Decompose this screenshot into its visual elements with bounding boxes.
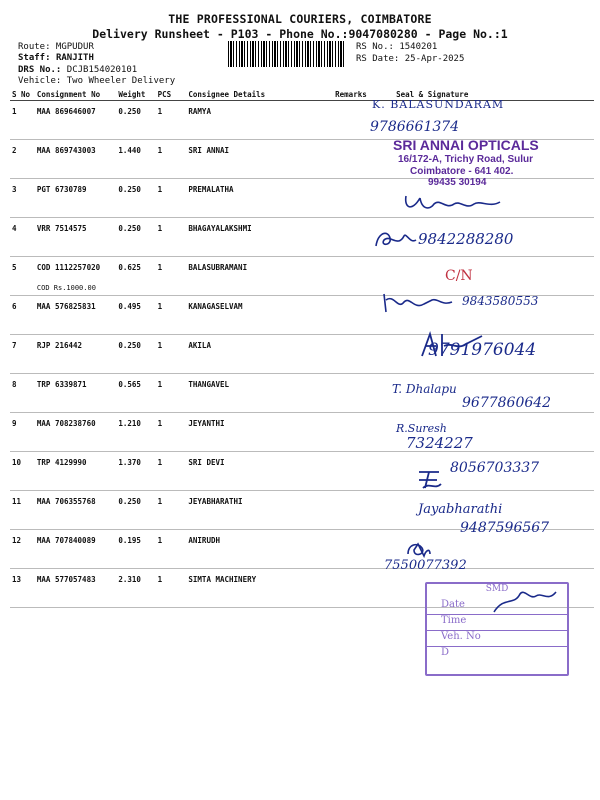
stamp-address2: Coimbatore - 641 402. bbox=[410, 166, 514, 177]
stamp-address1: 16/172-A, Trichy Road, Sulur bbox=[398, 154, 534, 165]
handwriting-r7-phone: 9791976044 bbox=[428, 340, 537, 360]
cell-pcs bbox=[156, 374, 187, 413]
cell-weight bbox=[116, 218, 155, 257]
cell-remarks bbox=[333, 530, 380, 569]
cell-weight bbox=[116, 335, 155, 374]
cell-pcs bbox=[156, 335, 187, 374]
cell-remarks bbox=[333, 179, 380, 218]
cell-sno bbox=[10, 257, 35, 296]
cell-sno-text: 1 bbox=[12, 107, 17, 116]
cell-remarks bbox=[333, 491, 380, 530]
cell-sno bbox=[10, 413, 35, 452]
cell-consignee-text: SIMTA MACHINERY bbox=[188, 575, 257, 584]
rs-number: RS No.: 1540201 bbox=[356, 42, 438, 52]
cell-weight bbox=[116, 569, 155, 608]
cell-consignee bbox=[186, 335, 333, 374]
runsheet-subtitle: Delivery Runsheet - P103 - Phone No.:9047080280 - Page No.:1 bbox=[92, 27, 508, 41]
cell-pcs-text: 1 bbox=[157, 302, 163, 311]
handwriting-r12-phone: 7550077392 bbox=[384, 558, 467, 573]
stamp-phone: 99435 30194 bbox=[428, 177, 487, 188]
drs-line bbox=[18, 65, 137, 75]
cell-consignee bbox=[186, 101, 333, 140]
cell-weight-text: 0.495 bbox=[118, 302, 141, 311]
cell-sno-text: 8 bbox=[12, 380, 17, 389]
cell-consignment-text: MAA 707840089 bbox=[36, 536, 96, 545]
cell-weight bbox=[116, 179, 155, 218]
col-sno: S No bbox=[10, 88, 35, 101]
cell-weight-text: 1.440 bbox=[118, 146, 141, 155]
cell-pcs-text: 1 bbox=[157, 341, 163, 350]
cell-sno bbox=[10, 179, 35, 218]
stamp-vehno-row: Veh. No bbox=[427, 631, 567, 647]
cell-sno bbox=[10, 335, 35, 374]
cell-weight bbox=[116, 374, 155, 413]
cell-pcs-text: 1 bbox=[157, 497, 163, 506]
col-consignee: Consignee Details bbox=[186, 88, 333, 101]
cell-weight-text: 0.250 bbox=[118, 497, 141, 506]
cell-consignee bbox=[186, 140, 333, 179]
rs-date: RS Date: 25-Apr-2025 bbox=[356, 54, 465, 64]
cell-remarks bbox=[333, 413, 380, 452]
col-weight: Weight bbox=[116, 88, 155, 101]
cell-pcs bbox=[156, 179, 187, 218]
cell-consignee bbox=[186, 257, 333, 296]
staff-value: RANJITH bbox=[55, 53, 94, 63]
cell-remarks bbox=[333, 140, 380, 179]
handwriting-r1-name: K. BALASUNDARAM bbox=[372, 98, 505, 111]
cell-pcs-text: 1 bbox=[157, 185, 163, 194]
cell-pcs-text: 1 bbox=[157, 107, 163, 116]
cell-sno-text: 9 bbox=[12, 419, 17, 428]
cell-pcs-text: 1 bbox=[157, 575, 163, 584]
cell-consignment bbox=[35, 491, 116, 530]
stamp-d-row: D bbox=[441, 647, 450, 658]
cell-sno bbox=[10, 491, 35, 530]
cell-weight bbox=[116, 491, 155, 530]
cell-consignment-text: MAA 706355768 bbox=[36, 497, 96, 506]
cell-sno bbox=[10, 296, 35, 335]
cell-pcs bbox=[156, 491, 187, 530]
handwriting-r5-mark: C/N bbox=[445, 268, 473, 284]
stamp-box-header: SMD bbox=[485, 584, 509, 594]
cell-consignee-text: PREMALATHA bbox=[188, 185, 234, 194]
handwriting-r11-name: Jayabharathi bbox=[418, 502, 503, 517]
col-signature: Seal & Signature bbox=[380, 88, 594, 101]
cell-consignment-text: PGT 6730789 bbox=[36, 185, 87, 194]
staff-line bbox=[18, 53, 94, 63]
cell-sno-text: 13 bbox=[12, 575, 22, 584]
cell-weight-text: 0.250 bbox=[118, 341, 141, 350]
cell-pcs bbox=[156, 218, 187, 257]
cell-remarks bbox=[333, 452, 380, 491]
cell-remarks bbox=[333, 569, 380, 608]
cell-pcs bbox=[156, 101, 187, 140]
cell-pcs bbox=[156, 569, 187, 608]
signature-r13 bbox=[490, 586, 560, 616]
signature-r12 bbox=[404, 540, 432, 560]
cell-sno bbox=[10, 452, 35, 491]
cell-sno-text: 11 bbox=[12, 497, 22, 506]
cell-consignee bbox=[186, 452, 333, 491]
cell-consignee-text: ANIRUDH bbox=[188, 536, 220, 545]
cell-weight-text: 1.370 bbox=[118, 458, 141, 467]
cell-weight-text: 0.250 bbox=[118, 185, 141, 194]
cell-weight-text: 2.310 bbox=[118, 575, 141, 584]
cell-sno bbox=[10, 530, 35, 569]
col-pcs: PCS bbox=[156, 88, 187, 101]
cell-consignment bbox=[35, 257, 116, 296]
cell-sno-text: 6 bbox=[12, 302, 17, 311]
table-header-row bbox=[10, 88, 594, 101]
cell-sno bbox=[10, 101, 35, 140]
cell-weight bbox=[116, 101, 155, 140]
cell-sno bbox=[10, 140, 35, 179]
cell-sno bbox=[10, 569, 35, 608]
cell-pcs bbox=[156, 452, 187, 491]
cell-consignee-text: BHAGAYALAKSHMI bbox=[188, 224, 252, 233]
signature-r10 bbox=[415, 466, 445, 492]
cell-consignment bbox=[35, 335, 116, 374]
cod-amount: COD Rs.1000.00 bbox=[36, 284, 96, 292]
cell-consignee-text: SRI DEVI bbox=[188, 458, 225, 467]
handwriting-r9-phone: 7324227 bbox=[406, 434, 473, 452]
handwriting-r1-phone: 9786661374 bbox=[370, 119, 460, 135]
cell-sno bbox=[10, 374, 35, 413]
cell-consignment bbox=[35, 218, 116, 257]
cell-sno-text: 7 bbox=[12, 341, 17, 350]
cell-consignment bbox=[35, 452, 116, 491]
cell-pcs-text: 1 bbox=[157, 419, 163, 428]
cell-consignee-text: BALASUBRAMANI bbox=[188, 263, 248, 272]
cell-consignment bbox=[35, 296, 116, 335]
stamp-time-row: Time bbox=[427, 615, 567, 631]
cell-remarks bbox=[333, 335, 380, 374]
cell-pcs-text: 1 bbox=[157, 458, 163, 467]
cell-consignee-text: SRI ANNAI bbox=[188, 146, 230, 155]
cell-pcs bbox=[156, 296, 187, 335]
cell-pcs-text: 1 bbox=[157, 224, 163, 233]
cell-consignee-text: JEYABHARATHI bbox=[188, 497, 243, 506]
cell-pcs-text: 1 bbox=[157, 263, 163, 272]
cell-sno bbox=[10, 218, 35, 257]
drs-label: DRS No.: bbox=[18, 65, 62, 75]
cell-weight-text: 0.250 bbox=[118, 107, 141, 116]
handwriting-r10-phone: 8056703337 bbox=[450, 460, 540, 476]
cell-consignment bbox=[35, 140, 116, 179]
stamp-name: SRI ANNAI OPTICALS bbox=[393, 137, 539, 153]
cell-consignment-text: MAA 869646007 bbox=[36, 107, 96, 116]
handwriting-r8-phone: 9677860642 bbox=[462, 395, 552, 411]
cell-consignment bbox=[35, 569, 116, 608]
cell-pcs-text: 1 bbox=[157, 536, 163, 545]
cell-consignee-text: JEYANTHI bbox=[188, 419, 225, 428]
cell-consignment-text: MAA 708238760 bbox=[36, 419, 96, 428]
cell-consignment bbox=[35, 374, 116, 413]
cell-consignee bbox=[186, 530, 333, 569]
cell-consignee bbox=[186, 374, 333, 413]
cell-weight bbox=[116, 296, 155, 335]
drs-value: DCJB154020101 bbox=[66, 65, 138, 75]
cell-weight-text: 1.210 bbox=[118, 419, 141, 428]
cell-consignment-text: VRR 7514575 bbox=[36, 224, 87, 233]
cell-consignee bbox=[186, 491, 333, 530]
cell-consignee bbox=[186, 413, 333, 452]
signature-r6 bbox=[380, 290, 460, 314]
cell-consignee-text: THANGAVEL bbox=[188, 380, 230, 389]
cell-consignment-text: TRP 4129990 bbox=[36, 458, 87, 467]
signature-r3 bbox=[400, 190, 510, 216]
cell-consignee-text: AKILA bbox=[188, 341, 211, 350]
cell-consignment bbox=[35, 413, 116, 452]
barcode bbox=[228, 41, 346, 67]
cell-remarks bbox=[333, 296, 380, 335]
cell-consignment-text: TRP 6339871 bbox=[36, 380, 87, 389]
cell-pcs bbox=[156, 257, 187, 296]
cell-weight-text: 0.625 bbox=[118, 263, 141, 272]
cell-pcs bbox=[156, 530, 187, 569]
cell-remarks bbox=[333, 257, 380, 296]
cell-consignee bbox=[186, 218, 333, 257]
cell-sno-text: 2 bbox=[12, 146, 17, 155]
col-remarks: Remarks bbox=[333, 88, 380, 101]
cell-consignment-text: MAA 869743003 bbox=[36, 146, 96, 155]
cell-consignment bbox=[35, 530, 116, 569]
col-consignment: Consignment No bbox=[35, 88, 116, 101]
handwriting-r8-name: T. Dhalapu bbox=[392, 382, 457, 396]
vehicle-text: Vehicle: Two Wheeler Delivery bbox=[18, 76, 176, 86]
cell-weight bbox=[116, 452, 155, 491]
staff-label: Staff: bbox=[18, 53, 51, 63]
cell-consignment bbox=[35, 179, 116, 218]
cell-pcs bbox=[156, 140, 187, 179]
handwriting-r4-phone: 9842288280 bbox=[418, 230, 514, 248]
cell-remarks bbox=[333, 374, 380, 413]
cell-sno-text: 5 bbox=[12, 263, 17, 272]
cell-consignment-text: MAA 576825831 bbox=[36, 302, 96, 311]
cell-weight-text: 0.195 bbox=[118, 536, 141, 545]
cell-weight bbox=[116, 413, 155, 452]
cell-weight-text: 0.565 bbox=[118, 380, 141, 389]
cell-sno-text: 10 bbox=[12, 458, 22, 467]
table-row bbox=[10, 257, 594, 296]
cell-pcs-text: 1 bbox=[157, 380, 163, 389]
cell-consignee bbox=[186, 179, 333, 218]
cell-consignment bbox=[35, 101, 116, 140]
handwriting-r11-phone: 9487596567 bbox=[460, 520, 550, 536]
cell-weight bbox=[116, 257, 155, 296]
cell-consignee bbox=[186, 296, 333, 335]
cell-sno-text: 12 bbox=[12, 536, 22, 545]
cell-consignment-text: RJP 216442 bbox=[36, 341, 83, 350]
cell-sno-text: 4 bbox=[12, 224, 17, 233]
cell-consignment-text: MAA 577057483 bbox=[36, 575, 96, 584]
cell-consignee-text: KANAGASELVAM bbox=[188, 302, 243, 311]
cell-weight-text: 0.250 bbox=[118, 224, 141, 233]
handwriting-r6-phone: 9843580553 bbox=[462, 294, 539, 308]
stamp-date-row: Date bbox=[427, 599, 567, 615]
cell-consignee bbox=[186, 569, 333, 608]
table-row bbox=[10, 101, 594, 140]
cell-pcs bbox=[156, 413, 187, 452]
cell-weight bbox=[116, 530, 155, 569]
route-text: Route: MGPUDUR bbox=[18, 42, 94, 52]
cell-sno-text: 3 bbox=[12, 185, 17, 194]
signature-r4 bbox=[372, 226, 422, 252]
company-title: THE PROFESSIONAL COURIERS, COIMBATORE bbox=[168, 12, 432, 26]
handwriting-r9-name: R.Suresh bbox=[396, 422, 447, 435]
cell-consignee-text: RAMYA bbox=[188, 107, 211, 116]
cell-pcs-text: 1 bbox=[157, 146, 163, 155]
cell-consignment-text: COD 1112257020 bbox=[36, 263, 101, 272]
table-row bbox=[10, 413, 594, 452]
cell-weight bbox=[116, 140, 155, 179]
